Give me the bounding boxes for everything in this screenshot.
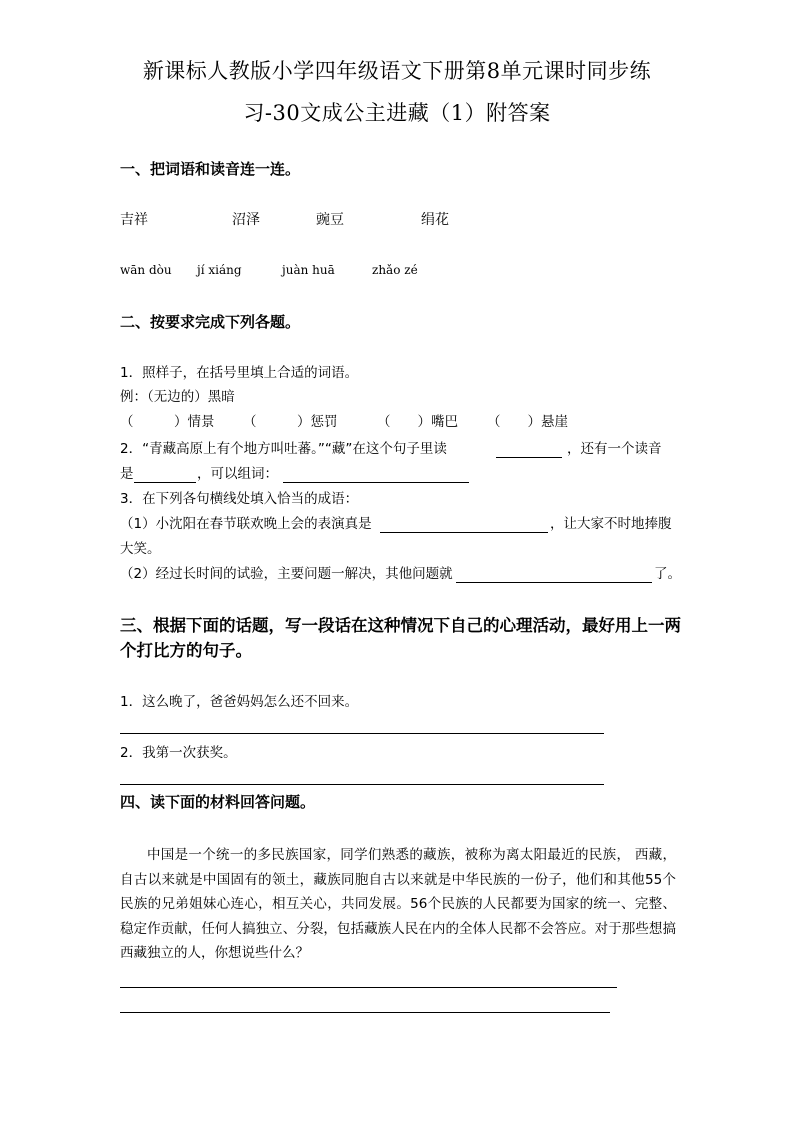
word-juanhua: 绢花 bbox=[421, 212, 449, 228]
q1-item-3: （ ）嘴巴 bbox=[377, 414, 458, 430]
s4-passage: 中国是一个统一的多民族国家，同学们熟悉的藏族，被称为离太阳最近的民族， 西藏，自古以来就是中国固有的领土，藏族同胞自古以来就是中华民族的一份子，他们和其他55个民族的兄弟姐妹心连心，相互关心，共同发展。56个民族的人民都要为国家的统一、完整、稳定作贡献，任何人搞独立、分裂，包括藏族人民在内的全体人民都不会答应。对于那些想搞西藏独立的人，你想说些什么？ bbox=[120, 847, 676, 961]
section-4-heading: 四、读下面的材料回答问题。 bbox=[120, 793, 316, 811]
pinyin-wandou: wān dòu bbox=[120, 263, 172, 277]
q1-item-4: （ ）悬崖 bbox=[487, 414, 568, 430]
section-2-heading: 二、按要求完成下列各题。 bbox=[120, 313, 301, 331]
q2-blank-other-reading[interactable] bbox=[134, 482, 196, 483]
q3-blank-2[interactable] bbox=[456, 582, 652, 583]
q2-text-part-4: ，可以组词： bbox=[197, 466, 278, 482]
s4-answer-line-2[interactable] bbox=[120, 1012, 610, 1013]
pinyin-jixiang: jí xiáng bbox=[197, 263, 242, 277]
word-wandou: 豌豆 bbox=[316, 212, 344, 228]
word-zhaoze: 沼泽 bbox=[232, 212, 260, 228]
q3-sentence-1-part-3: 大笑。 bbox=[120, 541, 161, 557]
q2-blank-reading[interactable] bbox=[496, 457, 562, 458]
s3-answer-line-1[interactable] bbox=[120, 733, 604, 734]
pinyin-zhaoze: zhǎo zé bbox=[372, 263, 418, 277]
section-1-heading: 一、把词语和读音连一连。 bbox=[120, 160, 301, 178]
q2-text-part-2: ，还有一个读音 bbox=[567, 441, 662, 457]
word-jixiang: 吉祥 bbox=[120, 212, 148, 228]
q1-item-2: （ ）惩罚 bbox=[243, 414, 338, 430]
s4-answer-line-1[interactable] bbox=[120, 987, 617, 988]
q1-prompt: 1．照样子，在括号里填上合适的词语。 bbox=[120, 365, 359, 381]
page-title-line-1: 新课标人教版小学四年级语文下册第8单元课时同步练 bbox=[142, 59, 652, 83]
s3-item-2: 2．我第一次获奖。 bbox=[120, 745, 237, 761]
section-3-heading-line-1: 三、根据下面的话题，写一段话在这种情况下自己的心理活动，最好用上一两 bbox=[120, 616, 681, 635]
q3-blank-1[interactable] bbox=[380, 532, 548, 533]
s3-answer-line-2[interactable] bbox=[120, 784, 604, 785]
q1-example: 例：（无边的）黑暗 bbox=[120, 389, 235, 405]
q3-sentence-1-part-1: （1）小沈阳在春节联欢晚上会的表演真是 bbox=[120, 516, 372, 532]
section-3-heading-line-2: 个打比方的句子。 bbox=[120, 641, 252, 660]
q2-text-part-1: 2．“青藏高原上有个地方叫吐蕃。”“藏”在这个句子里读 bbox=[120, 441, 447, 457]
q3-sentence-1-part-2: ，让大家不时地捧腹 bbox=[550, 516, 672, 532]
q1-item-1: （ ）情景 bbox=[120, 414, 215, 430]
q3-prompt: 3．在下列各句横线处填入恰当的成语： bbox=[120, 491, 359, 507]
q3-sentence-2-part-2: 了。 bbox=[654, 566, 681, 582]
page-title-line-2: 习-30文成公主进藏（1）附答案 bbox=[243, 101, 551, 125]
s3-item-1: 1．这么晚了，爸爸妈妈怎么还不回来。 bbox=[120, 694, 359, 710]
q2-blank-word[interactable] bbox=[283, 482, 469, 483]
pinyin-juanhua: juàn huā bbox=[282, 263, 335, 277]
q2-text-part-3: 是 bbox=[120, 466, 134, 482]
q3-sentence-2-part-1: （2）经过长时间的试验，主要问题一解决，其他问题就 bbox=[120, 566, 453, 582]
